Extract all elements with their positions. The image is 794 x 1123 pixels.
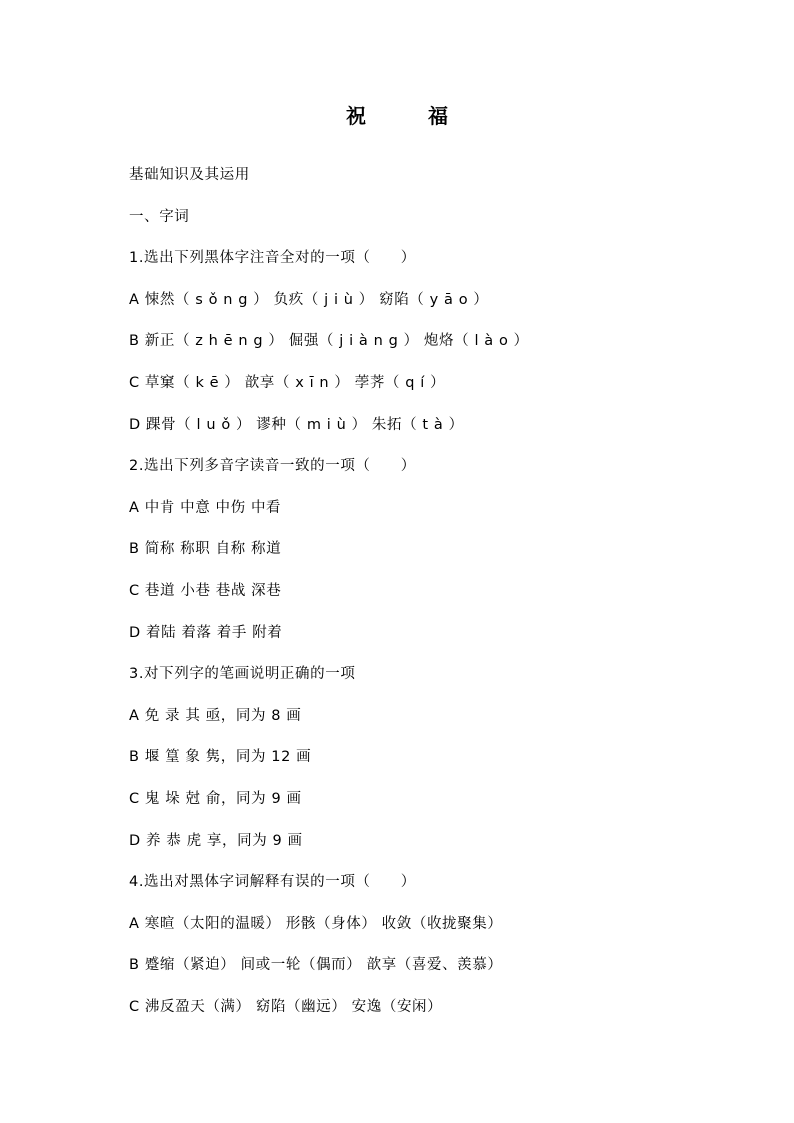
question-4: 4.选出对黑体字词解释有误的一项（ ） [129, 874, 416, 891]
question-3-option-d: D 养 恭 虎 享，同为 9 画 [129, 832, 303, 849]
question-3-option-c: C 鬼 垛 尅 俞，同为 9 画 [129, 790, 302, 807]
question-4-option-a: A 寒暄（太阳的温暖） 形骸（身体） 收敛（收拢聚集） [129, 915, 503, 932]
page-title: 祝福 [346, 104, 510, 128]
question-4-option-c: C 沸反盈天（满） 窈陷（幽远） 安逸（安闲） [129, 998, 443, 1015]
question-2: 2.选出下列多音字读音一致的一项（ ） [129, 458, 416, 475]
question-1: 1.选出下列黑体字注音全对的一项（ ） [129, 250, 416, 267]
question-3-option-a: A 免 录 其 亟，同为 8 画 [129, 707, 302, 724]
question-2-option-c: C 巷道 小巷 巷战 深巷 [129, 582, 282, 599]
question-2-option-b: B 简称 称职 自称 称道 [129, 541, 282, 558]
question-2-option-a: A 中肯 中意 中伤 中看 [129, 499, 282, 516]
question-3-option-b: B 堰 篁 象 隽，同为 12 画 [129, 749, 312, 766]
question-3: 3.对下列字的笔画说明正确的一项 [129, 666, 356, 683]
document-body [129, 165, 729, 1038]
question-1-option-b: B 新正（ z h ē n g ） 倔强（ j i à n g ） 炮烙（ l à o ） [129, 333, 529, 350]
question-2-option-d: D 着陆 着落 着手 附着 [129, 624, 283, 641]
question-4-option-b: B 蹙缩（紧迫） 间或一轮（偶而） 歆享（喜爱、羡慕） [129, 957, 503, 974]
subsection-heading: 一、字词 [129, 208, 190, 225]
question-1-option-c: C 草窠（ k ē ） 歆享（ x ī n ） 荸荠（ q í ） [129, 374, 446, 391]
section-heading: 基础知识及其运用 [129, 167, 250, 183]
question-1-option-a: A 悚然（ s ǒ n g ） 负疚（ j i ù ） 窈陷（ y ā o ） [129, 291, 489, 308]
question-1-option-d: D 踝骨（ l u ǒ ） 谬种（ m i ù ） 朱拓（ t à ） [129, 416, 464, 433]
